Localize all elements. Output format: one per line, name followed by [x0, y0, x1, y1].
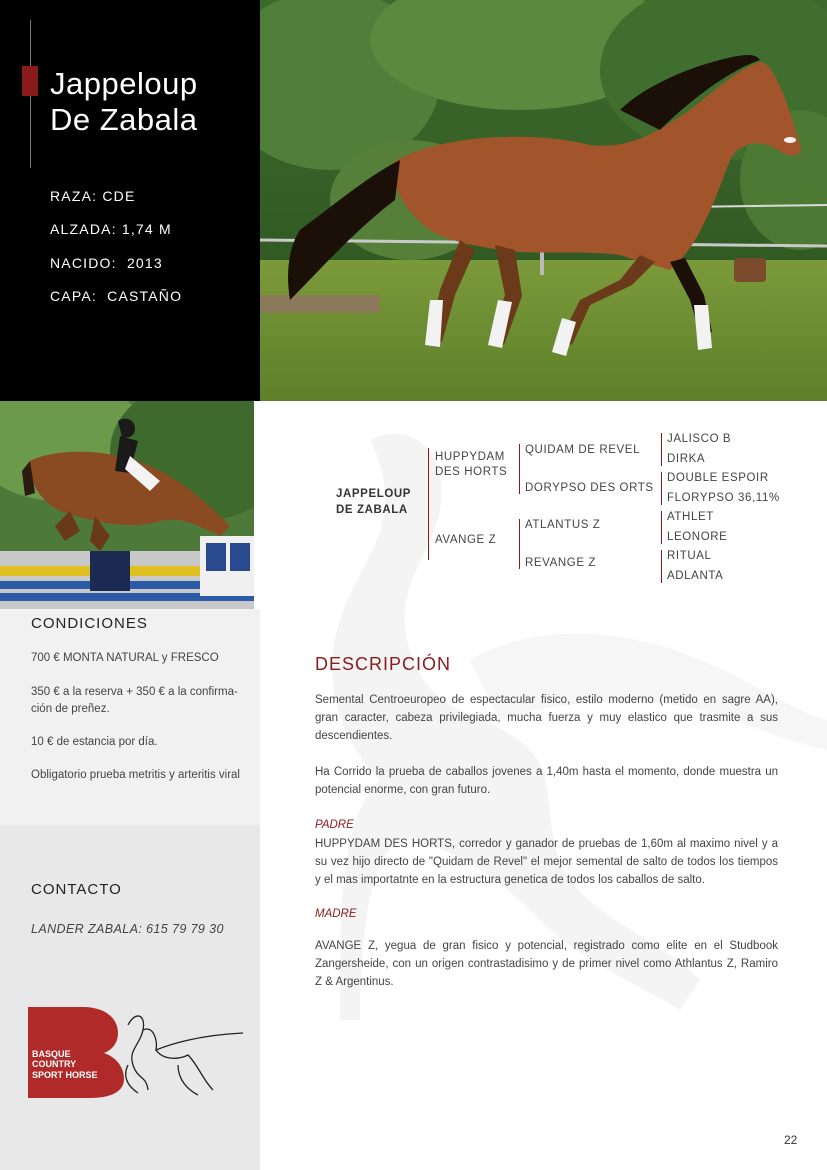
horse-photo-jumping: [0, 401, 254, 609]
padre-label: PADRE: [315, 819, 354, 831]
pedigree-line-gen3: [661, 472, 662, 505]
pedigree-sire: HUPPYDAM DES HORTS: [435, 451, 508, 478]
pedigree-dam: AVANGE Z: [435, 534, 497, 546]
pedigree-line-gen3: [661, 550, 662, 583]
horse-name-line2: De Zabala: [50, 102, 198, 137]
description-paragraph-1: Semental Centroeuropeo de espectacular fisico, estilo moderno (metido en sagre AA), gran caracter, cabeza privilegiada, mucha fuerza y muy elastico que trasmite a sus descendientes.: [315, 694, 778, 742]
pedigree-line-gen1: [428, 448, 429, 560]
condition-item: 700 € MONTA NATURAL y FRESCO: [31, 652, 219, 664]
padre-text: HUPPYDAM DES HORTS, corredor y ganador de pruebas de 1,60m al maximo nivel y a su vez hijo directo de "Quidam de Revel" el mejor semental de salto de todos los tiempos y el mas importatnte en la estructura genetica de todos los caballos de salto.: [315, 838, 778, 886]
pedigree-grandparent: ATLANTUS Z: [525, 519, 601, 531]
basque-country-sport-horse-logo: [28, 1005, 248, 1100]
pedigree-grandparent: QUIDAM DE REVEL: [525, 444, 641, 456]
condition-item: 350 € a la reserva + 350 € a la confirma- ción de preñez.: [31, 686, 238, 715]
contact-value: LANDER ZABALA: 615 79 79 30: [31, 922, 224, 936]
pedigree-line-gen3: [661, 511, 662, 544]
pedigree-great-grandparent: JALISCO B: [667, 433, 732, 445]
condition-item: Obligatorio prueba metritis y arteritis viral: [31, 769, 240, 781]
pedigree-grandparent: DORYPSO DES ORTS: [525, 482, 654, 494]
horse-name-line1: Jappeloup: [50, 66, 198, 101]
logo-text-1: BASQUE: [32, 1049, 71, 1059]
pedigree-great-grandparent: DIRKA: [667, 453, 706, 465]
horse-photo-main: [260, 0, 827, 401]
spec-nacido: NACIDO: 2013: [50, 255, 163, 271]
title-accent-bar: [22, 66, 38, 96]
conditions-title: CONDICIONES: [31, 615, 148, 632]
logo-mark: [28, 1005, 248, 1100]
pedigree-great-grandparent: ATHLET: [667, 511, 714, 523]
contact-title: CONTACTO: [31, 881, 122, 898]
page-number: 22: [784, 1133, 798, 1147]
pedigree-grandparent: REVANGE Z: [525, 557, 597, 569]
madre-label: MADRE: [315, 908, 357, 920]
contact-panel: [0, 825, 260, 1170]
pedigree-great-grandparent: RITUAL: [667, 550, 712, 562]
horse-name: [50, 66, 198, 138]
spec-raza: RAZA: CDE: [50, 188, 136, 204]
horse-trotting-illustration: [260, 0, 827, 401]
description-title: DESCRIPCIÓN: [315, 654, 452, 674]
pedigree-line-gen2-dam: [519, 519, 520, 569]
description-paragraph-2: Ha Corrido la prueba de caballos jovenes a 1,40m hasta el momento, donde muestra un potencial enorme, con gran futuro.: [315, 766, 778, 796]
pedigree-great-grandparent: DOUBLE ESPOIR: [667, 472, 769, 484]
pedigree-line-gen2-sire: [519, 444, 520, 494]
spec-capa: CAPA: CASTAÑO: [50, 288, 183, 304]
logo-text-3: SPORT HORSE: [32, 1070, 98, 1080]
madre-text: AVANGE Z, yegua de gran fisico y potencial, registrado como elite en el Studbook Zangersheide, con un origen contrastadisimo y de primer nivel como Athlantus Z, Ramiro Z & Argentinus.: [315, 940, 778, 988]
logo-text-2: COUNTRY: [32, 1059, 77, 1069]
pedigree-subject: JAPPELOUP DE ZABALA: [336, 488, 412, 516]
pedigree-great-grandparent: FLORYPSO 36,11%: [667, 492, 780, 504]
horse-jumping-illustration: [0, 401, 254, 609]
pedigree-great-grandparent: LEONORE: [667, 531, 728, 543]
spec-alzada: ALZADA: 1,74 M: [50, 221, 172, 237]
pedigree-great-grandparent: ADLANTA: [667, 570, 724, 582]
condition-item: 10 € de estancia por día.: [31, 736, 158, 748]
pedigree-line-gen3: [661, 433, 662, 466]
